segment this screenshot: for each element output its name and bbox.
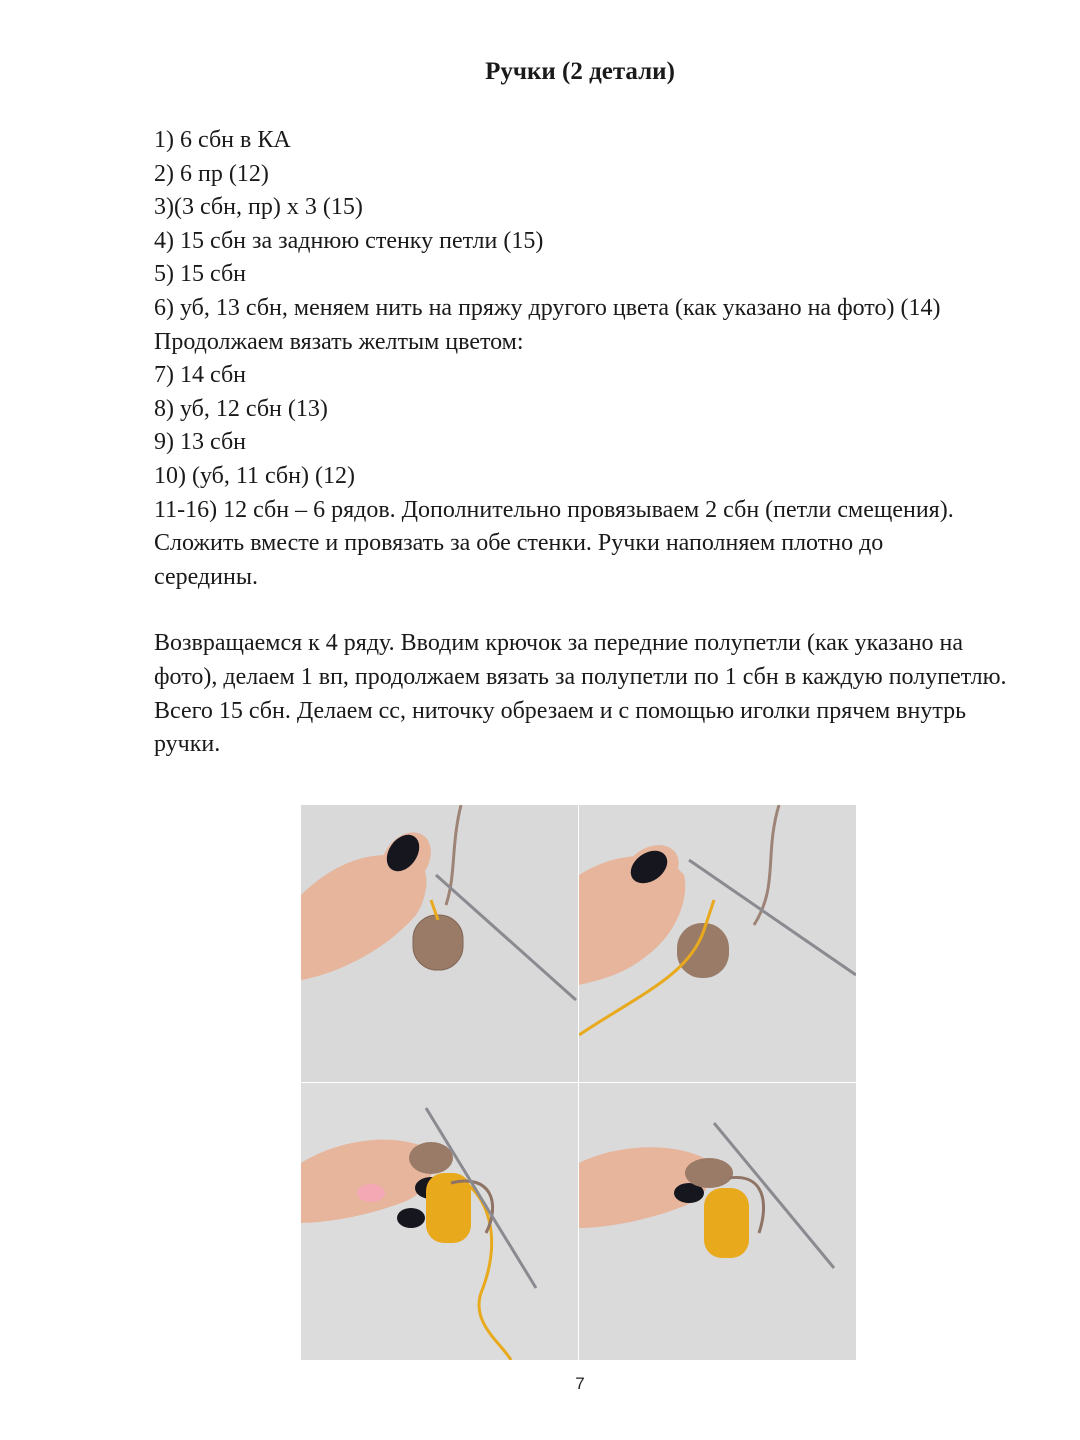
step-line: 1) 6 сбн в КА [154, 127, 291, 153]
photo-step-3 [301, 1083, 578, 1360]
step-line: 8) уб, 12 сбн (13) [154, 395, 328, 422]
step-line: Продолжаем вязать желтым цветом: [154, 328, 524, 355]
instructions-block [154, 124, 1024, 762]
page-title: Ручки (2 детали) [485, 58, 675, 85]
step-line: 7) 14 сбн [154, 362, 246, 389]
crochet-photo-1 [301, 805, 578, 1082]
step-line: 5) 15 сбн [154, 261, 246, 288]
crochet-photo-3 [301, 1083, 578, 1360]
step-line: 9) 13 сбн [154, 429, 246, 456]
step-line: 3)(3 сбн, пр) х 3 (15) [154, 194, 363, 221]
steps-list [154, 124, 1024, 594]
photo-grid [301, 805, 856, 1360]
step-line: Сложить вместе и провязать за обе стенки. Ручки наполняем плотно до [154, 530, 884, 557]
photo-step-1 [301, 805, 578, 1082]
crochet-photo-2 [579, 805, 856, 1082]
photo-step-4 [579, 1083, 856, 1360]
step-line: середины. [154, 563, 258, 590]
crochet-photo-4 [579, 1083, 856, 1360]
page-number: 7 [575, 1374, 585, 1393]
step-line: 4) 15 сбн за заднюю стенку петли (15) [154, 227, 544, 254]
step-line: 11-16) 12 сбн – 6 рядов. Дополнительно провязываем 2 сбн (петли смещения). [154, 496, 954, 523]
return-to-row-paragraph: Возвращаемся к 4 ряду. Вводим крючок за передние полупетли (как указано на фото), делаем 1 вп, продолжаем вязать за полупетли по 1 сбн в каждую полупетлю. Всего 15 сбн. Делаем сс, ниточку обрезаем и с помощью иголки прячем внутрь ручки. [154, 630, 1007, 758]
step-line: 6) уб, 13 сбн, меняем нить на пряжу другого цвета (как указано на фото) (14) [154, 294, 941, 321]
step-line: 10) (уб, 11 сбн) (12) [154, 462, 355, 489]
step-line: 2) 6 пр (12) [154, 160, 269, 187]
photo-step-2 [579, 805, 856, 1082]
